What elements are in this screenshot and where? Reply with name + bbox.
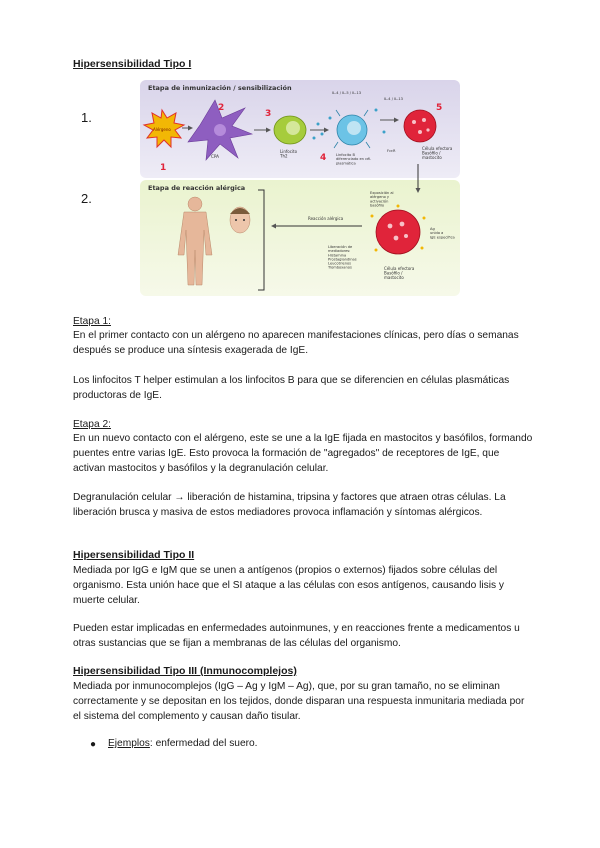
etapa2-paragraph-2: Degranulación celular → liberación de histamina, tripsina y factores que atraen otras células. La liberación brusca y masiva de estos mediadores provoca inflamación y síntomas alérgicos. <box>73 492 506 518</box>
etapa1-paragraph: En el primer contacto con un alérgeno no aparecen manifestaciones clínicas, pero días o semanas después se produce una síntesis exagerada de IgE. <box>73 330 519 356</box>
reaction-label: Reacción alérgica <box>308 216 344 221</box>
bcell-label: Linfocito B diferenciado en cél. plasmática <box>336 153 372 166</box>
allergy-diagram <box>140 80 460 296</box>
heading-tipo-iii: Hipersensibilidad Tipo III (Inmunocomplejos) <box>73 665 297 677</box>
effector-cell-bottom-icon <box>376 210 420 254</box>
examples-item <box>108 738 258 749</box>
il-label-1: IL-4 / IL-5 / IL-13 <box>332 91 362 95</box>
th2-label: Linfocito Th2 <box>280 149 298 159</box>
allergen-label: Alérgeno <box>153 127 171 132</box>
diagram-num-3: 3 <box>265 109 272 119</box>
tipo-ii-paragraph-2: Pueden estar implicadas en enfermedades autoinmunes, y en reacciones frente a medicamentos u otras sustancias que se fijan a membranas de las células del organismo. <box>73 623 520 649</box>
il-label-2: IL-4 / IL-13 <box>384 97 403 101</box>
effector-cell-top-icon <box>404 110 436 142</box>
tipo-iii-paragraph: Mediada por inmunocomplejos (IgG – Ag y IgM – Ag), que, por su gran tamaño, no se eliminan correctamente y se depositan en los tejidos, donde disparan una respuesta inmunitaria mediada por el sistema del complemento y causan daño tisular. <box>73 681 525 722</box>
step-number-2: 2. <box>81 191 92 206</box>
diagram-num-2: 2 <box>218 103 225 113</box>
heading-tipo-i: Hipersensibilidad Tipo I <box>73 58 192 70</box>
effector-top-label: Célula efectora Basófilo / mastocito <box>422 146 453 161</box>
examples-text: : enfermedad del suero. <box>149 738 258 749</box>
fce-label: FcεR <box>387 149 396 153</box>
etapa2-paragraph: En un nuevo contacto con el alérgeno, este se une a la IgE fijada en mastocitos y basófilos, formando puentes entre varias IgE. Esto provoca la formación de "agregados" de receptores de IgE, que activan mastocitos y basófilos y la degranulación celular. <box>73 433 533 474</box>
etapa2-label: Etapa 2: <box>73 419 111 430</box>
exposure-label: Exposición al alérgeno y activación basófilo <box>370 191 394 208</box>
stage1-title: Etapa de inmunización / sensibilización <box>148 84 292 92</box>
examples-label: Ejemplos <box>108 738 150 749</box>
heading-tipo-ii: Hipersensibilidad Tipo II <box>73 549 195 561</box>
diagram-num-4: 4 <box>320 153 327 163</box>
etapa1-paragraph-2: Los linfocitos T helper estimulan a los linfocitos B para que se diferencien en células plasmáticas productoras de IgE. <box>73 375 510 401</box>
tipo-ii-paragraph: Mediada por IgG e IgM que se unen a antígenos (propios o externos) fijados sobre células del organismo. Esta unión hace que el SI ataque a las células con esos antígenos, causando lisis y muerte celular. <box>73 565 504 606</box>
mediators-label: Liberación de mediadores: Histamina Prostaglandinas Leucotrienos Tromboxanos <box>328 245 357 270</box>
etapa1-label: Etapa 1: <box>73 316 111 327</box>
antigen-label: Ag unido a IgE específica <box>430 227 455 240</box>
diagram-num-5: 5 <box>436 103 443 113</box>
bullet-dot: ● <box>90 739 97 750</box>
human-face-figure <box>230 207 250 233</box>
effector-bottom-label: Célula efectora Basófilo / mastocito <box>384 266 415 281</box>
cpa-label: CPA <box>211 154 220 159</box>
stage2-title: Etapa de reacción alérgica <box>148 184 246 192</box>
diagram-num-1: 1 <box>160 163 167 173</box>
step-number-1: 1. <box>81 110 92 125</box>
